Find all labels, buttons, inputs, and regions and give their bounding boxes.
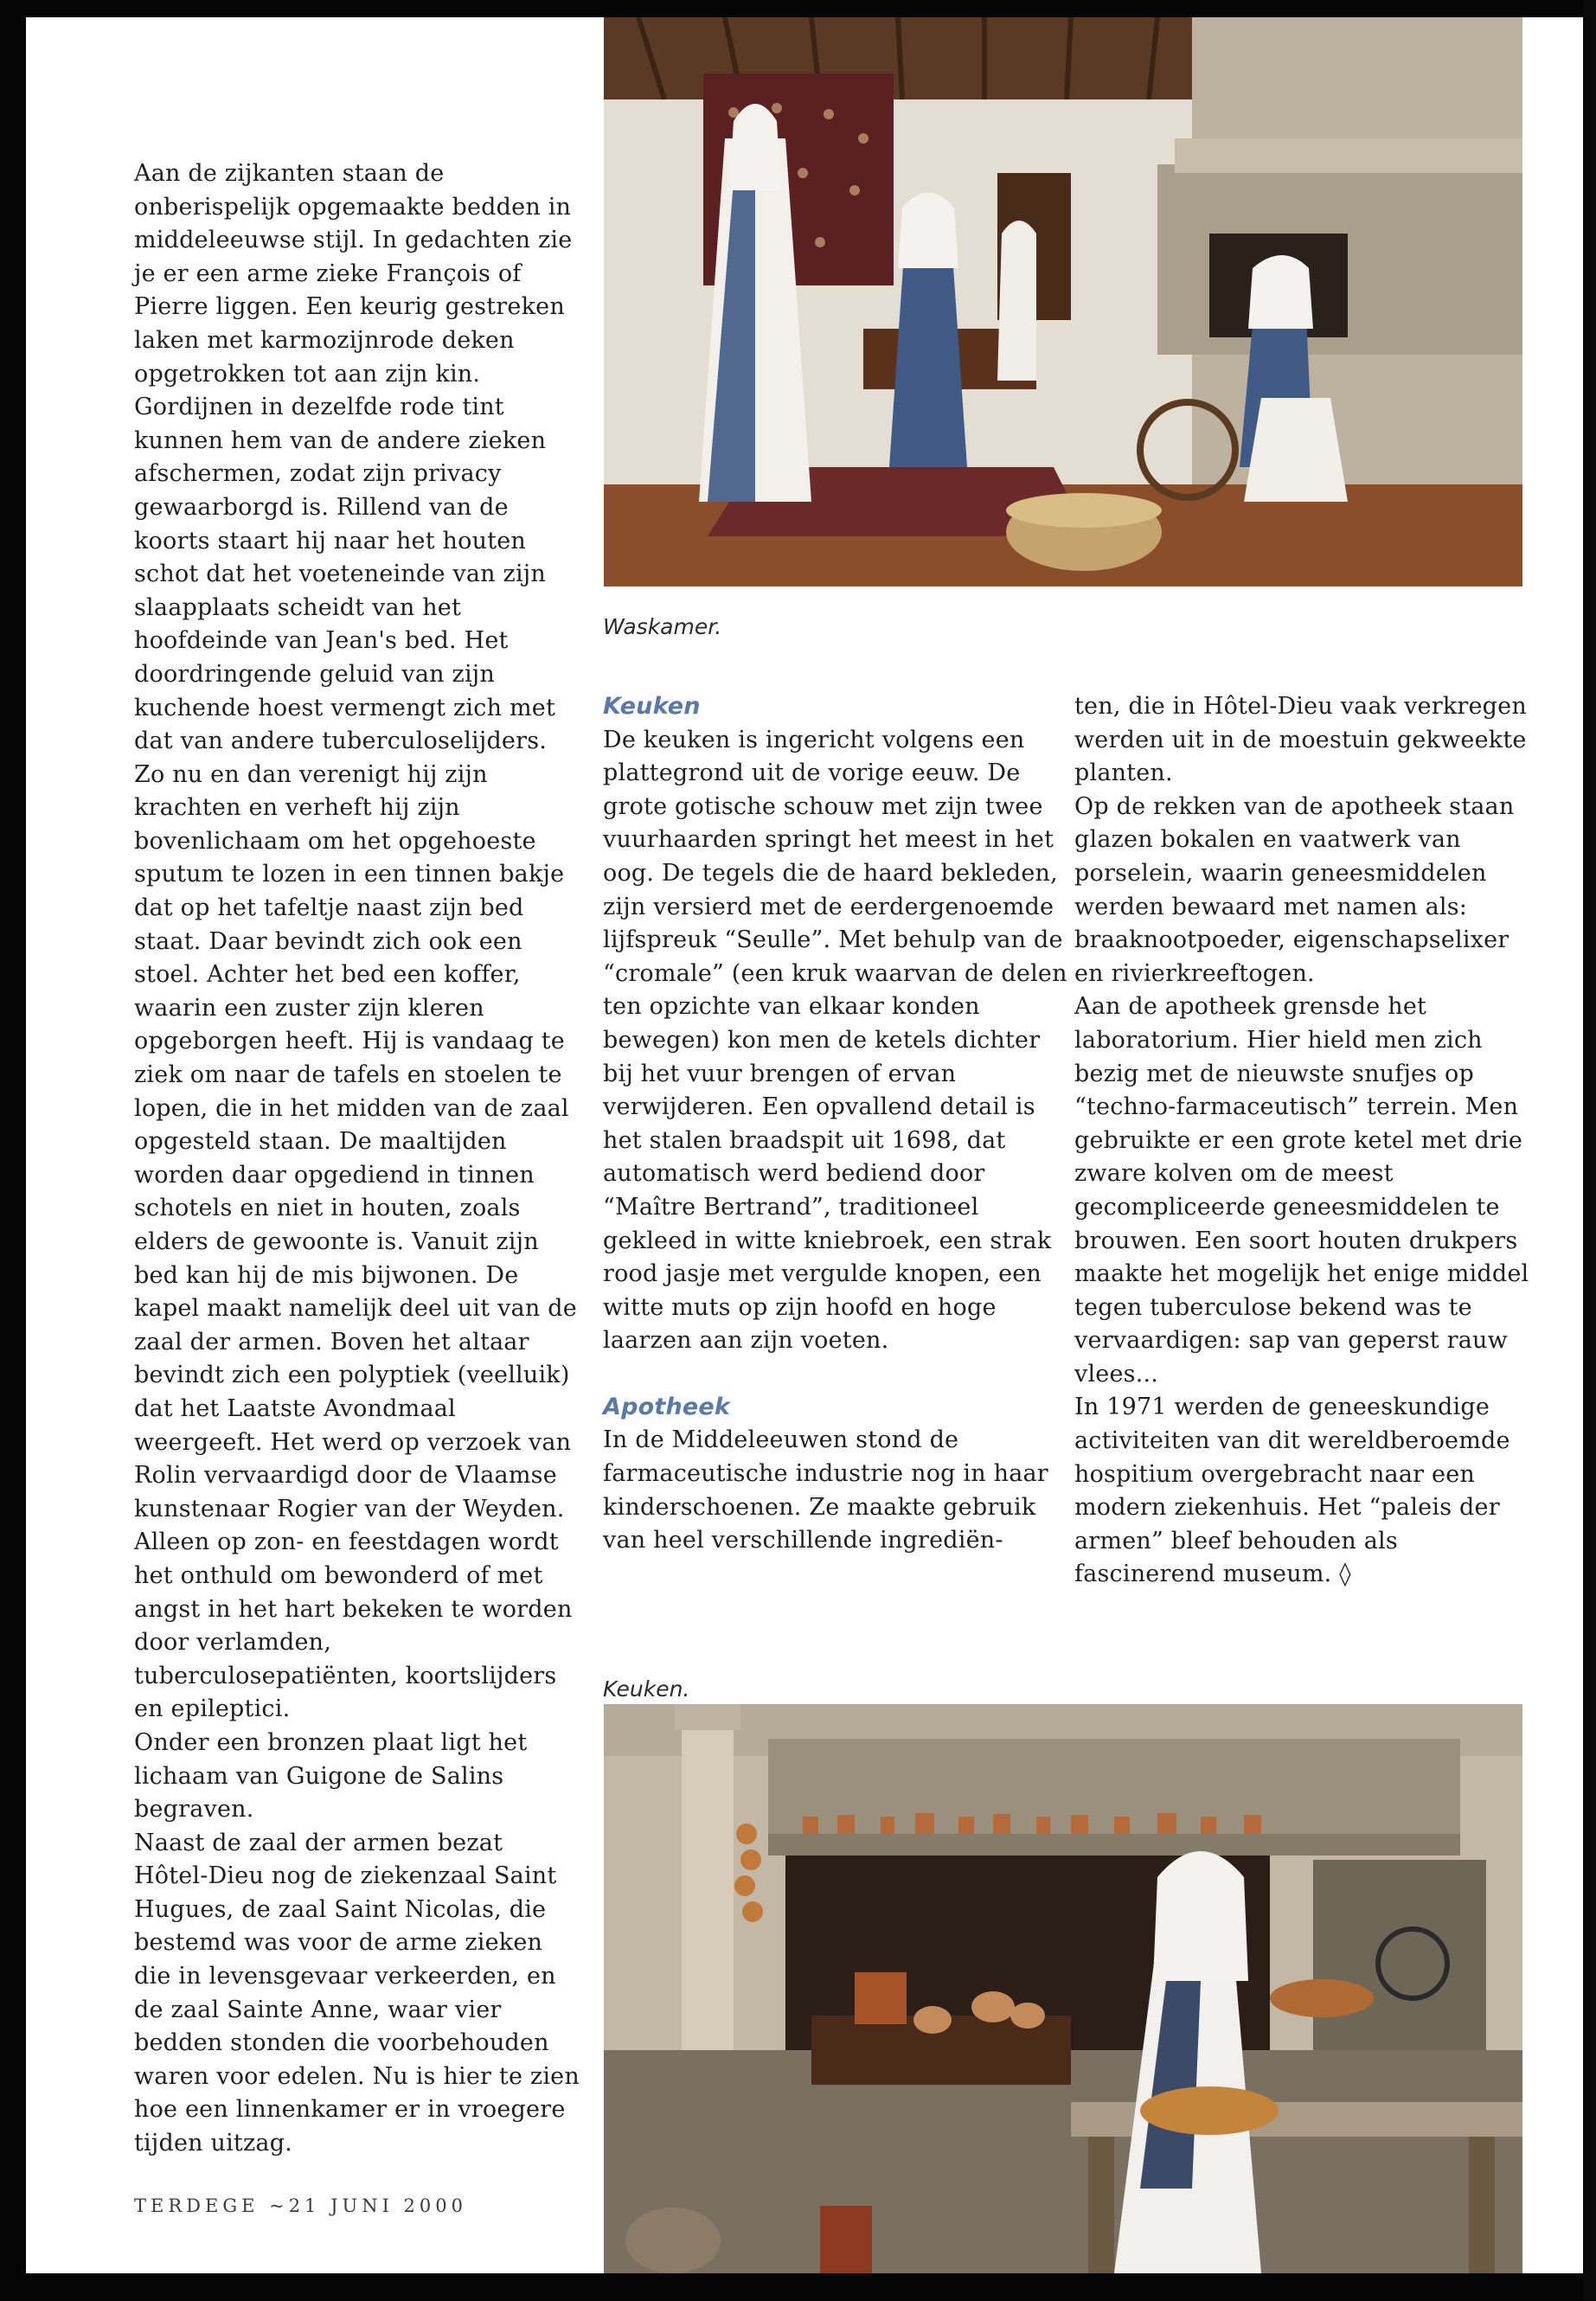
paragraph: In de Middeleeuwen stond de farmaceutische industrie nog in haar kinderschoenen. Ze maakte gebruik van heel verschillende ingrediën- <box>603 1426 1048 1554</box>
magazine-page <box>26 17 1583 2273</box>
paragraph: Onder een bronzen plaat ligt het lichaam van Guigone de Salins begraven. <box>134 1728 528 1823</box>
scan-border-bottom <box>0 2273 1596 2301</box>
caption-keuken: Keuken. <box>603 1676 690 1702</box>
keuken-photo <box>604 1704 1522 2273</box>
scan-border-top <box>0 0 1596 17</box>
paragraph: ten, die in Hôtel-Dieu vaak verkregen werden uit in de moestuin gekweekte planten. <box>1074 693 1527 787</box>
article-column-left <box>134 157 584 2161</box>
paragraph: Naast de zaal der armen bezat Hôtel-Dieu nog de ziekenzaal Saint Hugues, de zaal Saint Nicolas, die bestemd was voor de arme zieken die in levensgevaar verkeerden, en de zaal Sainte Anne, waar vier bedden stonden die voorbehouden waren voor edelen. Nu is hier te zien hoe een linnenkamer er in vroegere tijden uitzag. <box>134 1829 580 2157</box>
page-footer: TERDEGE ~21 JUNI 2000 <box>134 2195 467 2216</box>
scan-border-right <box>1583 0 1596 2301</box>
article-column-right <box>1074 690 1542 1592</box>
article-column-middle <box>603 690 1070 1558</box>
section-heading-keuken: Keuken <box>603 693 701 720</box>
section-heading-apotheek: Apotheek <box>603 1393 731 1420</box>
scan-border-left <box>0 0 26 2301</box>
paragraph: Aan de zijkanten staan de onberispelijk opgemaakte bedden in middeleeuwse stijl. In gedachten zie je er een arme zieke François of Pierre liggen. Een keurig gestreken laken met karmozijnrode deken opgetrokken tot aan zijn kin. Gordijnen in dezelfde rode tint kunnen hem van de andere zieken afschermen, zodat zijn privacy gewaarborgd is. Rillend van de koorts staart hij naar het houten schot dat het voeteneinde van zijn slaapplaats scheidt van het hoofdeinde van Jean's bed. Het doordringende geluid van zijn kuchende hoest vermengt zich met dat van andere tuberculoselijders. Zo nu en dan verenigt hij zijn krachten en verheft hij zijn bovenlichaam om het opgehoeste sputum te lozen in een tinnen bakje dat op het tafeltje naast zijn bed staat. Daar bevindt zich ook een stoel. Achter het bed een koffer, waarin een zuster zijn kleren opgeborgen heeft. Hij is vandaag te ziek om naar de tafels en stoelen te lopen, die in het midden van de zaal opgesteld staan. De maaltijden worden daar opgediend in tinnen schotels en niet in houten, zoals elders de gewoonte is. Vanuit zijn bed kan hij de mis bijwonen. De kapel maakt namelijk deel uit van de zaal der armen. Boven het altaar bevindt zich een polyptiek (veelluik) dat het Laatste Avondmaal weergeeft. Het werd op verzoek van Rolin vervaardigd door de Vlaamse kunstenaar Rogier van der Weyden. Alleen op zon- en feestdagen wordt het onthuld om bewonderd of met angst in het hart bekeken te worden door verlamden, tuberculosepatiënten, koortslijders en epileptici. <box>134 160 577 1723</box>
paragraph: De keuken is ingericht volgens een plattegrond uit de vorige eeuw. De grote gotische schouw met zijn twee vuurhaarden springt het meest in het oog. De tegels die de haard bekleden, zijn versierd met de eerdergenoemde lijfspreuk “Seulle”. Met behulp van de “cromale” (een kruk waarvan de delen ten opzichte van elkaar konden bewegen) kon men de ketels dichter bij het vuur brengen of ervan verwijderen. Een opvallend detail is het stalen braadspit uit 1698, dat automatisch werd bediend door “Maître Bertrand”, traditioneel gekleed in witte kniebroek, een strak rood jasje met vergulde knopen, een witte muts op zijn hoofd en hoge laarzen aan zijn voeten. <box>603 726 1067 1355</box>
paragraph: Aan de apotheek grensde het laboratorium. Hier hield men zich bezig met de nieuwste snufjes op “techno-farmaceutisch” terrein. Men gebruikte er een grote ketel met drie zware kolven om de meest gecompliceerde geneesmiddelen te brouwen. Een soort houten drukpers maakte het mogelijk het enige middel tegen tuberculose bekend was te vervaardigen: sap van geperst rauw vlees... <box>1074 993 1529 1388</box>
waskamer-photo <box>604 17 1522 586</box>
paragraph: Op de rekken van de apotheek staan glazen bokalen en vaatwerk van porselein, waarin geneesmiddelen werden bewaard met namen als: braaknootpoeder, eigenschapselixer en rivierkreeftogen. <box>1074 792 1515 987</box>
paragraph: In 1971 werden de geneeskundige activiteiten van dit wereldberoemde hospitium overgebracht naar een modern ziekenhuis. Het “paleis der armen” bleef behouden als fascinerend museum. ◊ <box>1074 1394 1510 1588</box>
caption-waskamer: Waskamer. <box>603 614 722 639</box>
